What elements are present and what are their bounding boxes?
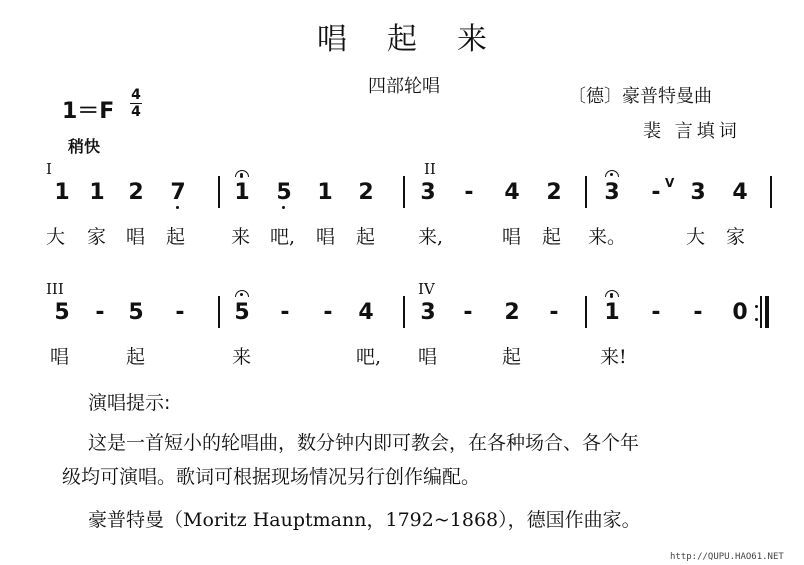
tips-line-3: 豪普特曼（Moritz Hauptmann，1792~1868），德国作曲家。	[88, 509, 641, 531]
lyric-syllable: 起	[126, 346, 146, 368]
watermark-url: http://QUPU.HAO61.NET	[670, 552, 784, 562]
row1-note: -	[651, 180, 661, 205]
lyric-syllable: 起	[356, 226, 376, 248]
row1-note: 2	[128, 180, 144, 205]
row1-note: 1	[54, 180, 70, 205]
row1-note: 7	[170, 180, 186, 205]
lyric-syllable: 唱	[50, 346, 70, 368]
row2-note: -	[175, 300, 185, 325]
lyric-syllable: 家	[726, 226, 746, 248]
row1-note: 3	[604, 180, 620, 205]
barline	[218, 176, 220, 208]
lyric-syllable: 起	[502, 346, 522, 368]
song-title: 唱起来	[317, 22, 527, 57]
lyric-syllable: 来。	[588, 226, 627, 248]
fermata-icon	[605, 170, 619, 177]
part-label-3: III	[46, 280, 64, 298]
row2-note: -	[463, 300, 473, 325]
row1-note: 1	[234, 180, 250, 205]
row2-note: 2	[504, 300, 520, 325]
lyric-syllable: 家	[87, 226, 107, 248]
tips-line-2: 级均可演唱。歌词可根据现场情况另行创作编配。	[62, 466, 481, 488]
lyric-syllable: 来!	[600, 346, 627, 368]
row2-note: 3	[420, 300, 436, 325]
lyric-syllable: 吧,	[356, 346, 382, 368]
key-signature: 1＝F	[62, 99, 115, 124]
lyric-syllable: 来	[231, 226, 251, 248]
part-label-4: IV	[418, 280, 435, 298]
barline	[770, 176, 772, 208]
lyric-syllable: 起	[166, 226, 186, 248]
barline	[403, 176, 405, 208]
breath-mark: V	[665, 176, 675, 190]
upper-octave-dot-icon	[240, 175, 243, 178]
barline	[218, 296, 220, 328]
row1-note: 5	[276, 180, 292, 205]
lyric-syllable: 大	[686, 226, 706, 248]
lyric-syllable: 来,	[418, 226, 444, 248]
lyric-syllable: 起	[542, 226, 562, 248]
row1-note: 4	[732, 180, 748, 205]
lyric-syllable: 大	[46, 226, 66, 248]
row2-note: -	[651, 300, 661, 325]
barline	[585, 176, 587, 208]
row1-note: 1	[317, 180, 333, 205]
row1-note: 1	[89, 180, 105, 205]
lyricist-credit: 裴 言填词	[643, 121, 741, 142]
row2-note: 5	[128, 300, 144, 325]
meter-top: 4	[131, 87, 141, 103]
row1-note: -	[464, 180, 474, 205]
row2-note: -	[280, 300, 290, 325]
row2-note: 1	[604, 300, 620, 325]
lyric-syllable: 唱	[502, 226, 522, 248]
row1-note: 3	[420, 180, 436, 205]
row2-note: 5	[234, 300, 250, 325]
lower-octave-dot-icon	[176, 206, 179, 209]
row1-note: 4	[504, 180, 520, 205]
subtitle: 四部轮唱	[368, 76, 440, 97]
row2-note: 5	[54, 300, 70, 325]
final-barline-thin	[760, 296, 762, 328]
barline	[403, 296, 405, 328]
lyric-syllable: 吧,	[270, 226, 296, 248]
lyric-syllable: 唱	[418, 346, 438, 368]
row2-note: -	[95, 300, 105, 325]
lyric-syllable: 唱	[316, 226, 336, 248]
row2-note: -	[693, 300, 703, 325]
row2-note: 0	[732, 300, 748, 325]
lower-octave-dot-icon	[282, 206, 285, 209]
lyric-syllable: 来	[232, 346, 252, 368]
repeat-dot-icon	[755, 318, 758, 321]
row1-note: 2	[358, 180, 374, 205]
tempo-marking: 稍快	[68, 137, 101, 156]
upper-octave-dot-icon	[610, 295, 613, 298]
repeat-dot-icon	[755, 305, 758, 308]
final-barline-thick	[765, 296, 769, 328]
part-label-2: II	[424, 160, 436, 178]
composer-credit: 〔德〕豪普特曼曲	[568, 86, 712, 107]
tips-heading: 演唱提示:	[88, 392, 171, 414]
row1-note: 3	[690, 180, 706, 205]
part-label-1: I	[46, 160, 52, 178]
meter-bottom: 4	[131, 104, 141, 120]
row2-note: -	[323, 300, 333, 325]
row2-note: -	[549, 300, 559, 325]
time-signature	[130, 88, 142, 119]
tips-line-1: 这是一首短小的轮唱曲，数分钟内即可教会，在各种场合、各个年	[88, 432, 640, 454]
fermata-icon	[235, 290, 249, 297]
barline	[585, 296, 587, 328]
row1-note: 2	[546, 180, 562, 205]
lyric-syllable: 唱	[126, 226, 146, 248]
row2-note: 4	[358, 300, 374, 325]
